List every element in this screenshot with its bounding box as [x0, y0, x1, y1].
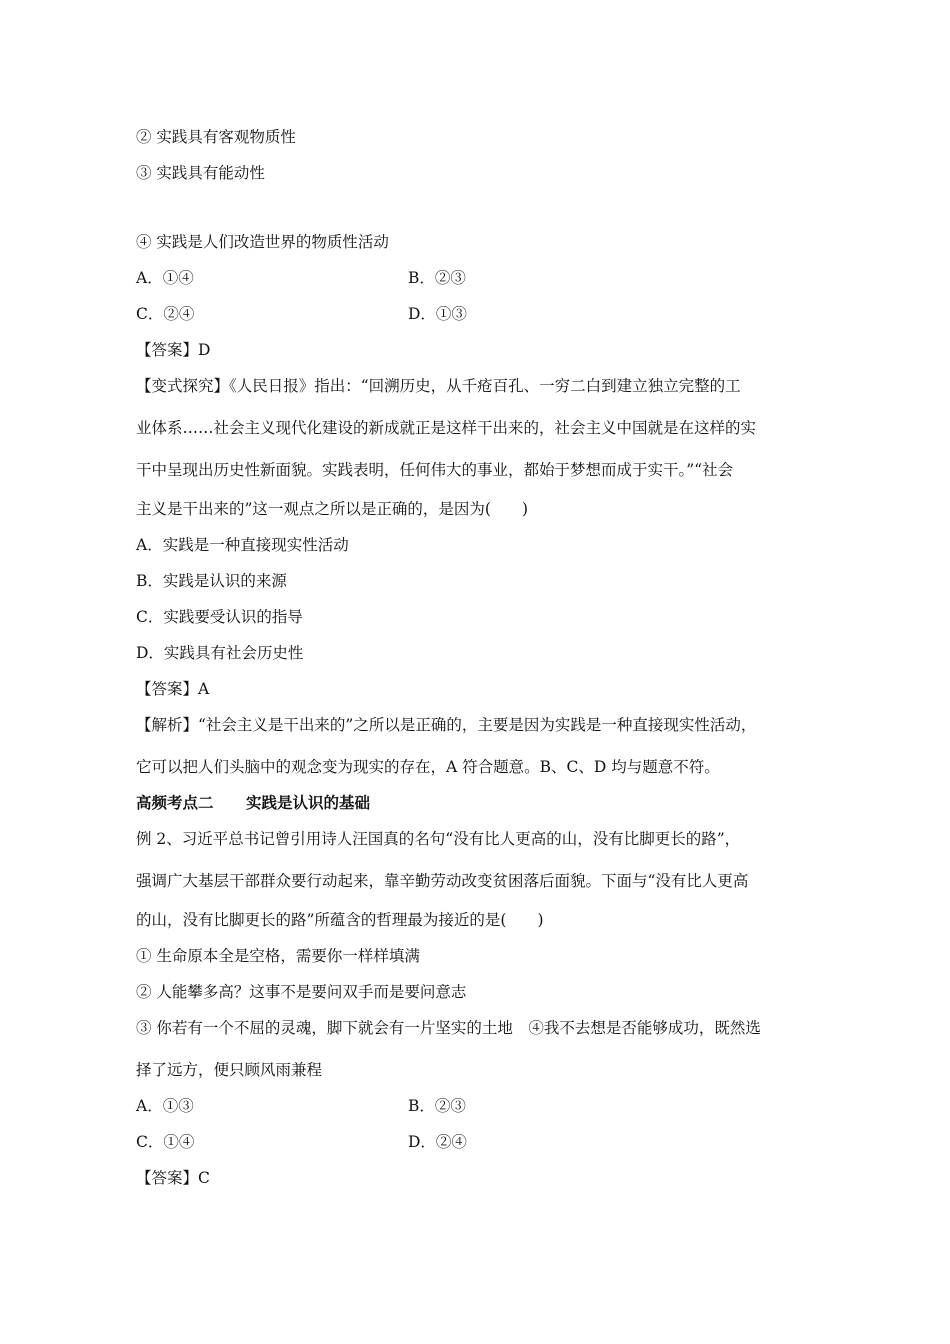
example2-statement-2: ② 人能攀多高？这事不是要问双手而是要问意志 — [136, 983, 467, 1001]
variant-choice-b: B．实践是认识的来源 — [136, 572, 287, 590]
option-c: C．②④ — [136, 305, 195, 323]
variant-line-4: 主义是干出来的”这一观点之所以是正确的，是因为( ) — [136, 500, 529, 518]
example2-option-c: C．①④ — [136, 1133, 195, 1151]
option-b: B．②③ — [408, 269, 466, 287]
variant-line-1: 【变式探究】《人民日报》指出：“回溯历史，从千疮百孔、一穷二白到建立独立完整的工 — [136, 377, 741, 395]
section-title: 实践是认识的基础 — [246, 794, 371, 812]
example2-option-b: B．②③ — [408, 1097, 466, 1115]
variant-choice-d: D．实践具有社会历史性 — [136, 644, 304, 662]
analysis-line-2: 它可以把人们头脑中的观念变为现实的存在，A 符合题意。B、C、D 均与题意不符。 — [136, 758, 720, 776]
answer-3: 【答案】C — [136, 1169, 210, 1187]
example2-line-1: 例 2、习近平总书记曾引用诗人汪国真的名句“没有比人更高的山，没有比脚更长的路”， — [136, 830, 741, 848]
option-d: D．①③ — [408, 305, 467, 323]
section-heading — [136, 793, 370, 813]
variant-line-2: 业体系……社会主义现代化建设的新成就正是这样干出来的，社会主义中国就是在这样的实 — [136, 419, 757, 437]
example2-statement-1: ① 生命原本全是空格，需要你一样样填满 — [136, 947, 420, 965]
example2-statement-3-4: ③ 你若有一个不屈的灵魂，脚下就会有一片坚实的土地 ④我不去想是否能够成功，既然选 — [136, 1019, 761, 1037]
answer-2: 【答案】A — [136, 680, 210, 698]
statement-4: ④ 实践是人们改造世界的物质性活动 — [136, 233, 389, 251]
example2-option-d: D．②④ — [408, 1133, 467, 1151]
example2-option-a: A．①③ — [136, 1097, 194, 1115]
variant-line-3: 干中呈现出历史性新面貌。实践表明，任何伟大的事业，都始于梦想而成于实干。”“社会 — [136, 461, 734, 479]
example2-line-2: 强调广大基层干部群众要行动起来，靠辛勤劳动改变贫困落后面貌。下面与“没有比人更高 — [136, 872, 749, 890]
variant-choice-c: C．实践要受认识的指导 — [136, 608, 303, 626]
analysis-line-1: 【解析】“社会主义是干出来的”之所以是正确的，主要是因为实践是一种直接现实性活动， — [136, 716, 757, 734]
example2-line-3: 的山，没有比脚更长的路”所蕴含的哲理最为接近的是( ) — [136, 911, 544, 929]
answer-1: 【答案】D — [136, 341, 211, 359]
statement-3: ③ 实践具有能动性 — [136, 164, 265, 182]
option-a: A．①④ — [136, 269, 194, 287]
section-label: 高频考点二 — [136, 794, 214, 812]
variant-choice-a: A．实践是一种直接现实性活动 — [136, 536, 349, 554]
statement-2: ② 实践具有客观物质性 — [136, 128, 296, 146]
example2-statement-4-cont: 择了远方，便只顾风雨兼程 — [136, 1061, 323, 1079]
